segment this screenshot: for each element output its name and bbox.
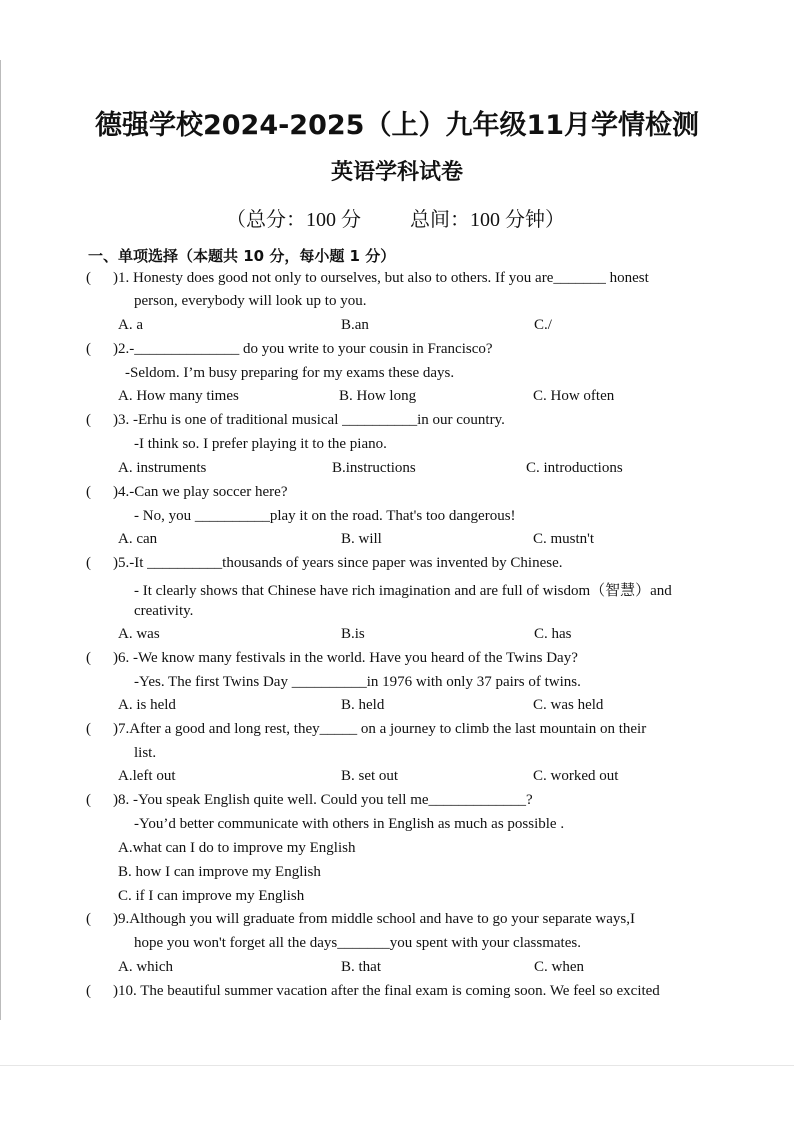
question-line: - It clearly shows that Chinese have rich imagination and are full of wisdom（智慧）and xyxy=(134,583,672,599)
option-a: A. was xyxy=(118,626,160,642)
question-line: -Yes. The first Twins Day __________in 1976 with only 37 pairs of twins. xyxy=(134,674,581,690)
option-a: A. instruments xyxy=(118,460,207,476)
answer-paren[interactable]: ( xyxy=(86,555,91,571)
question-stem: )1. Honesty does good not only to ourselves, but also to others. If you are_______ honest xyxy=(113,270,649,286)
question-stem: )8. -You speak English quite well. Could you tell me_____________? xyxy=(113,792,533,808)
option-c: C. when xyxy=(534,959,584,975)
option-c: C. introductions xyxy=(526,460,623,476)
question-line: -Seldom. I’m busy preparing for my exams these days. xyxy=(125,365,455,381)
option-a: A. can xyxy=(118,531,158,547)
option-a: A. is held xyxy=(118,697,176,713)
section-title: 一、单项选择（本题共 10 分，每小题 1 分） xyxy=(88,247,396,265)
question-line: hope you won't forget all the days_______you spent with your classmates. xyxy=(134,935,581,951)
question-stem: )2.-______________ do you write to your cousin in Francisco? xyxy=(113,341,493,357)
option-b: B. that xyxy=(341,959,381,975)
total-score: （总分：100 分 xyxy=(226,209,361,231)
answer-paren[interactable]: ( xyxy=(86,270,91,286)
question-stem: )4.-Can we play soccer here? xyxy=(113,484,288,500)
question-stem: )5.-It __________thousands of years since paper was invented by Chinese. xyxy=(113,555,563,571)
answer-paren[interactable]: ( xyxy=(86,721,91,737)
option-c: C. worked out xyxy=(533,768,619,784)
page-left-edge xyxy=(0,60,1,1020)
question-line: - No, you __________play it on the road. That's too dangerous! xyxy=(134,508,516,524)
answer-paren[interactable]: ( xyxy=(86,484,91,500)
question-stem: )3. -Erhu is one of traditional musical __________in our country. xyxy=(113,412,505,428)
answer-paren[interactable]: ( xyxy=(86,792,91,808)
question-line: list. xyxy=(134,745,157,761)
question-stem: )9.Although you will graduate from middle school and have to go your separate ways,I xyxy=(113,911,635,927)
answer-paren[interactable]: ( xyxy=(86,983,91,999)
answer-paren[interactable]: ( xyxy=(86,341,91,357)
option-a: A.left out xyxy=(118,768,176,784)
question-stem: )7.After a good and long rest, they_____ on a journey to climb the last mountain on their xyxy=(113,721,647,737)
answer-paren[interactable]: ( xyxy=(86,911,91,927)
option-c: C. mustn't xyxy=(533,531,595,547)
question-line: -You’d better communicate with others in English as much as possible . xyxy=(134,816,565,832)
option-b: B. How long xyxy=(339,388,417,404)
question-line: creativity. xyxy=(134,603,194,619)
option-c: C. if I can improve my English xyxy=(118,888,305,904)
option-a: A. How many times xyxy=(118,388,239,404)
answer-paren[interactable]: ( xyxy=(86,412,91,428)
option-b: B. will xyxy=(341,531,382,547)
option-b: B.an xyxy=(341,317,369,333)
option-b: B. how I can improve my English xyxy=(118,864,321,880)
option-c: C. was held xyxy=(533,697,604,713)
page-bottom-divider xyxy=(0,1065,794,1066)
option-a: A. which xyxy=(118,959,173,975)
answer-paren[interactable]: ( xyxy=(86,650,91,666)
question-stem: )10. The beautiful summer vacation after the final exam is coming soon. We feel so excited xyxy=(113,983,660,999)
option-b: B.is xyxy=(341,626,365,642)
option-a: A.what can I do to improve my English xyxy=(118,840,356,856)
question-line: person, everybody will look up to you. xyxy=(134,293,367,309)
option-b: B.instructions xyxy=(332,460,416,476)
option-b: B. held xyxy=(341,697,385,713)
option-c: C. has xyxy=(534,626,572,642)
option-b: B. set out xyxy=(341,768,399,784)
exam-subtitle: 英语学科试卷 xyxy=(330,160,463,185)
option-c: C. How often xyxy=(533,388,615,404)
exam-title: 德强学校2024-2025（上）九年级11月学情检测 xyxy=(94,110,700,141)
question-line: -I think so. I prefer playing it to the piano. xyxy=(134,436,387,452)
option-a: A. a xyxy=(118,317,143,333)
exam-duration: 总间：100 分钟） xyxy=(410,209,565,231)
option-c: C./ xyxy=(534,317,552,333)
question-stem: )6. -We know many festivals in the world. Have you heard of the Twins Day? xyxy=(113,650,578,666)
